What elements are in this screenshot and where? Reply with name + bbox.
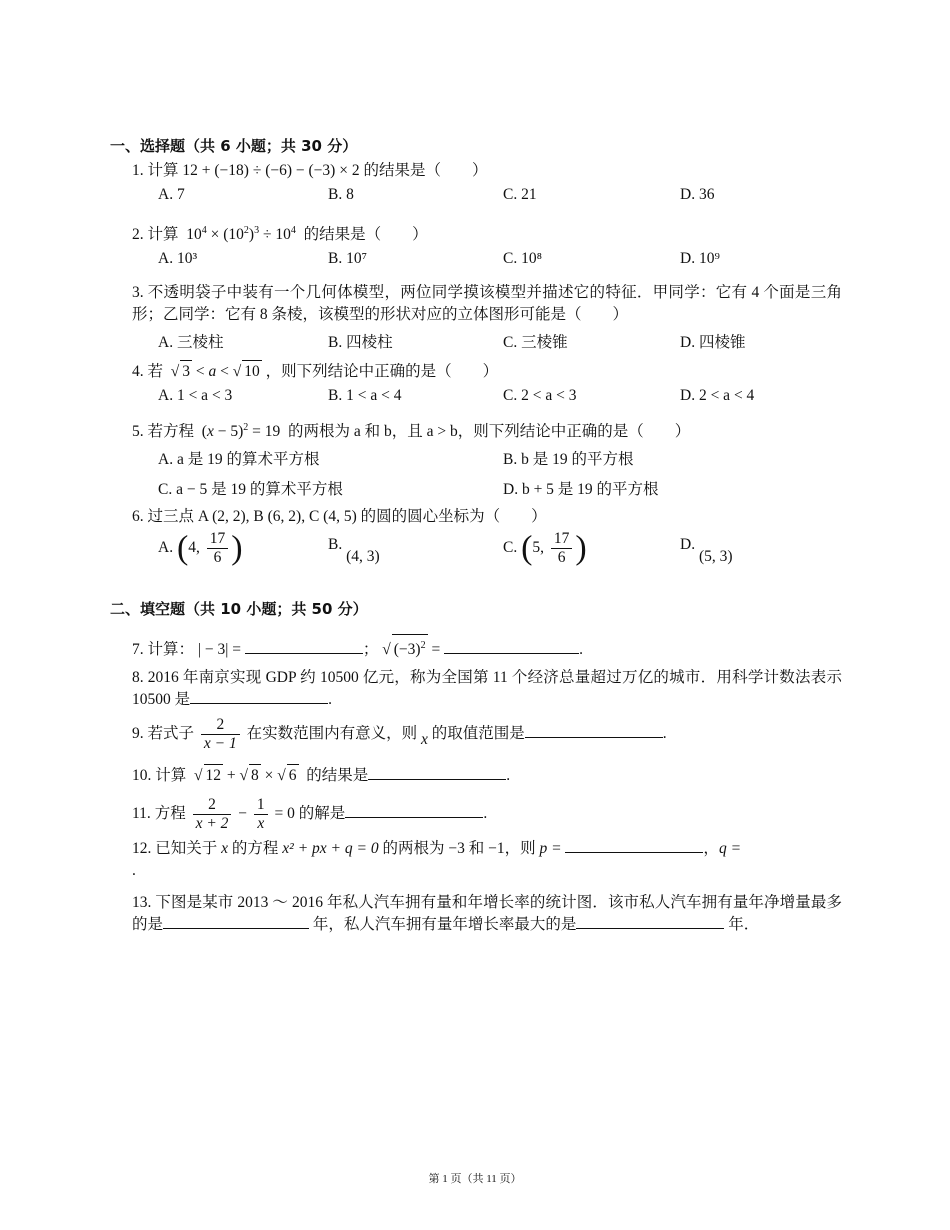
q12-q-label: q =	[718, 840, 742, 857]
question-5	[132, 417, 842, 443]
q10-answer-blank[interactable]	[368, 765, 506, 780]
q7-answer-blank-2[interactable]	[444, 639, 579, 654]
q9-number: 9.	[132, 725, 144, 743]
q1-number: 1.	[132, 162, 144, 179]
q6-c-frac-den: 6	[557, 549, 566, 566]
q10-expression: √ 12 + √ 8 × √ 6	[190, 767, 302, 784]
q12-tail: 的两根为 −3 和 −1，则	[382, 840, 536, 857]
q11-f1-den: x + 2	[195, 815, 229, 832]
q3-options	[158, 330, 838, 352]
q2-options	[158, 250, 838, 272]
q4-option-b[interactable]: B. 1 < a < 4	[328, 387, 402, 404]
q11-fraction-1	[193, 796, 232, 833]
q12-middle: 的方程	[231, 840, 279, 857]
q1-option-a[interactable]: A. 7	[158, 186, 185, 203]
q6-a-paren-close: )	[231, 529, 243, 567]
q7-period: .	[579, 641, 583, 659]
q6-option-d-value: (5, 3)	[698, 548, 733, 565]
q5-option-b[interactable]: B. b 是 19 的平方根	[503, 451, 634, 468]
q2-tail: 的结果是（ ）	[303, 226, 428, 244]
q5-option-a[interactable]: A. a 是 19 的算术平方根	[158, 451, 320, 468]
q7-separator: ；	[362, 641, 379, 659]
q12-variable: x	[221, 840, 229, 857]
q6-option-d[interactable]	[680, 536, 733, 565]
q3-option-d[interactable]: D. 四棱锥	[680, 334, 746, 351]
q1-expression: 12 + (−18) ÷ (−6) − (−3) × 2	[182, 162, 360, 179]
question-8	[132, 667, 842, 711]
q13-answer-blank-1[interactable]	[163, 914, 309, 929]
q5-option-c[interactable]: C. a − 5 是 19 的算术平方根	[158, 481, 343, 498]
q9-frac-num: 2	[201, 716, 240, 735]
q6-c-paren-close: )	[575, 529, 587, 567]
question-2	[132, 220, 842, 246]
q6-c-x: 5,	[532, 539, 545, 557]
q6-option-c-label: C.	[503, 539, 518, 557]
q6-options	[158, 530, 838, 574]
q2-option-d[interactable]: D. 10⁹	[680, 250, 720, 267]
question-13	[132, 892, 842, 936]
q2-text: 计算	[147, 226, 179, 244]
q12-number: 12.	[132, 840, 152, 857]
section-title-fill: 二、填空题（共 10 小题；共 50 分）	[110, 600, 368, 618]
q1-option-c[interactable]: C. 21	[503, 186, 537, 203]
q13-end: 年．	[728, 916, 760, 933]
q5-options-row1	[158, 447, 838, 469]
q11-fraction-2	[254, 796, 268, 833]
q12-answer-blank-p[interactable]	[565, 838, 703, 853]
q2-option-c[interactable]: C. 10⁸	[503, 250, 542, 267]
q1-tail: 的结果是（ ）	[363, 162, 488, 179]
q6-option-a[interactable]	[158, 530, 243, 567]
q6-points: A (2, 2), B (6, 2), C (4, 5)	[197, 508, 357, 525]
q2-option-a[interactable]: A. 10³	[158, 250, 198, 267]
q6-option-b-value: (4, 3)	[346, 548, 380, 565]
question-12: 12. 已知关于 x 的方程 x² + px + q = 0 的两根为 −3 和 −1，则 p = ，q = .	[132, 840, 742, 879]
q5-number: 5.	[132, 423, 144, 441]
q6-option-d-label: D.	[680, 536, 696, 553]
q4-expression: √ 3 < a < √ 10	[167, 363, 262, 380]
q3-option-c[interactable]: C. 三棱锥	[503, 334, 568, 351]
q9-variable: x	[421, 731, 428, 749]
q6-number: 6.	[132, 508, 144, 525]
q5-text: 若方程	[147, 423, 195, 441]
q4-option-c[interactable]: C. 2 < a < 3	[503, 387, 577, 404]
q6-option-a-label: A.	[158, 539, 174, 557]
q1-option-b[interactable]: B. 8	[328, 186, 354, 203]
q11-equals-zero: = 0	[274, 805, 295, 823]
q10-text: 计算	[155, 767, 187, 784]
q6-c-fraction	[551, 530, 573, 567]
q11-tail: 的解是	[298, 805, 346, 823]
q11-text: 方程	[154, 805, 186, 823]
q6-a-fraction	[207, 530, 229, 567]
page-footer: 第 1 页（共 11 页）	[428, 1173, 522, 1185]
q13-middle: 年，私人汽车拥有量年增长率最大的是	[312, 916, 577, 933]
q6-option-b-label: B.	[328, 536, 343, 553]
q6-c-frac-num: 17	[551, 530, 573, 549]
q10-tail: 的结果是	[306, 767, 369, 784]
q7-abs-expression: | − 3| =	[197, 641, 241, 659]
question-1	[132, 160, 842, 182]
q8-text: 8. 2016 年南京实现 GDP 约 10500 亿元，称为全国第 11 个经济总量超过万亿的城市．用科学计数法表示 10500 是	[132, 669, 842, 708]
q7-answer-blank-1[interactable]	[245, 639, 363, 654]
q4-option-a[interactable]: A. 1 < a < 3	[158, 387, 233, 404]
q12-p-label: p =	[539, 840, 562, 857]
q5-option-d[interactable]: D. b + 5 是 19 的平方根	[503, 481, 659, 498]
q9-text: 若式子	[147, 725, 195, 743]
q5-tail: 的两根为 a 和 b，且 a > b，则下列结论中正确的是（ ）	[287, 423, 691, 441]
q12-text: 已知关于	[155, 840, 218, 857]
q6-option-c[interactable]	[503, 530, 587, 567]
q12-period: .	[132, 862, 136, 879]
q9-answer-blank[interactable]	[525, 723, 663, 738]
q1-option-d[interactable]: D. 36	[680, 186, 715, 203]
question-7	[132, 634, 842, 661]
q7-text: 计算：	[147, 641, 195, 659]
q6-a-frac-num: 17	[207, 530, 229, 549]
q11-number: 11.	[132, 805, 151, 823]
q4-number: 4.	[132, 363, 144, 380]
q11-f2-den: x	[257, 815, 265, 832]
q6-a-paren-open: (	[176, 529, 189, 567]
q2-option-b[interactable]: B. 10⁷	[328, 250, 367, 267]
q1-text: 计算	[147, 162, 179, 179]
q7-equals: =	[431, 641, 441, 659]
q1-options	[158, 186, 838, 208]
question-4	[132, 360, 842, 383]
q9-period: .	[662, 725, 667, 743]
q6-option-b[interactable]	[328, 536, 380, 565]
q6-tail: 的圆的圆心坐标为（ ）	[360, 508, 547, 525]
q5-options-row2	[158, 477, 838, 499]
q3-option-b[interactable]: B. 四棱柱	[328, 334, 393, 351]
q6-c-paren-open: (	[521, 529, 533, 567]
q8-answer-blank[interactable]	[190, 689, 328, 704]
question-6	[132, 506, 842, 528]
q6-text: 过三点	[147, 508, 195, 525]
q9-middle: 在实数范围内有意义，则	[246, 725, 418, 743]
q11-f1-num: 2	[193, 796, 232, 815]
q9-fraction	[201, 716, 240, 753]
q13-answer-blank-2[interactable]	[576, 914, 724, 929]
q7-sqrt-expression: √ $(-3)^2$	[382, 641, 427, 658]
q8-period: .	[328, 691, 333, 708]
q12-equation: x² + px + q = 0	[282, 840, 379, 857]
q13-text: 13. 下图是某市 2013 ～ 2016 年私人汽车拥有量和年增长率的统计图．该市私人汽车拥有量年净增量最多的是	[132, 894, 842, 933]
q4-options	[158, 387, 838, 409]
q11-f2-num: 1	[254, 796, 268, 815]
q2-expression: $10^4 \times (10^2)^3 \div 10^4$	[182, 225, 296, 244]
question-9	[132, 716, 842, 753]
q9-tail: 的取值范围是	[431, 725, 525, 743]
q4-option-d[interactable]: D. 2 < a < 4	[680, 387, 755, 404]
q2-number: 2.	[132, 226, 144, 244]
question-11	[132, 796, 842, 833]
q6-a-x: 4,	[188, 539, 200, 557]
q5-expression: $(x - 5)^2 = 19$	[197, 422, 285, 441]
q4-tail: ，则下列结论中正确的是（ ）	[265, 363, 499, 380]
q7-number: 7.	[132, 641, 144, 659]
q11-minus: −	[238, 805, 248, 823]
section-title-choice: 一、选择题（共 6 小题；共 30 分）	[110, 137, 358, 155]
question-10	[132, 764, 842, 787]
q4-text: 若	[147, 363, 164, 380]
q10-number: 10.	[132, 767, 152, 784]
q6-a-frac-den: 6	[213, 549, 222, 566]
q10-period: .	[506, 767, 511, 784]
q11-period: .	[483, 805, 488, 823]
q9-frac-den: x − 1	[203, 735, 237, 752]
q11-answer-blank[interactable]	[345, 803, 483, 818]
q3-option-a[interactable]: A. 三棱柱	[158, 334, 224, 351]
question-3: 3. 不透明袋子中装有一个几何体模型，两位同学摸该模型并描述它的特征．甲同学：它有 4 个面是三角形；乙同学：它有 8 条棱，该模型的形状对应的立体图形可能是（ ）	[132, 284, 842, 323]
